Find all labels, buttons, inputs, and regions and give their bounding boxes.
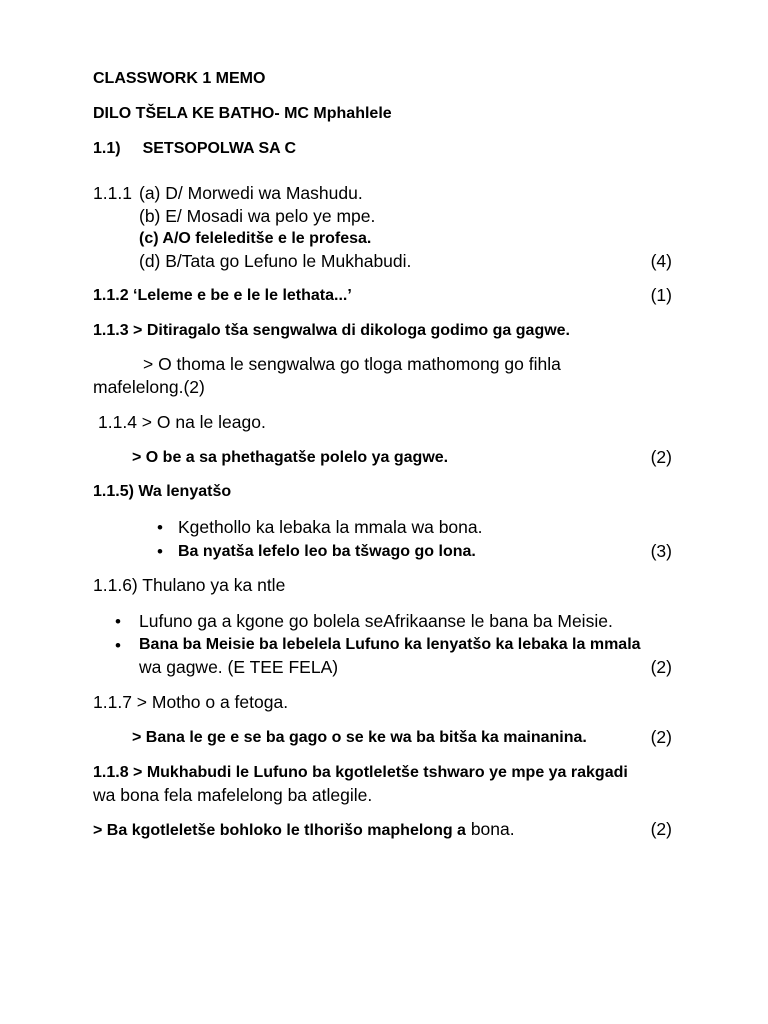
document-subtitle: [93, 106, 392, 122]
marks: (2): [650, 727, 672, 747]
marks: (2): [650, 819, 672, 839]
list-item: Bana ba Meisie ba lebelela Lufuno ka lenyatšo ka lebaka la mmala: [139, 636, 641, 653]
answer-b: (b) E/ Mosadi wa pelo ye mpe.: [139, 206, 376, 226]
list-item: Lufuno ga a kgone go bolela seAfrikaanse le bana ba Meisie.: [139, 611, 613, 631]
section-heading: [93, 141, 296, 157]
answer-c: (c) A/O feleleditše e le profesa.: [139, 230, 372, 247]
marks: (4): [650, 251, 672, 271]
list-item: Kgethollo ka lebaka la mmala wa bona.: [178, 517, 483, 537]
marks: (3): [650, 541, 672, 561]
list-item: Ba nyatša lefelo leo ba tšwago go lona.: [178, 543, 476, 560]
question-number: 1.1.1: [93, 183, 132, 203]
list-item-continuation: wa gagwe. (E TEE FELA): [139, 657, 339, 677]
answer-line: > O thoma le sengwalwa go tloga mathomong go fihla: [143, 354, 561, 374]
question-text: 1.1.2 ‘Leleme e be e le le lethata...’: [93, 287, 352, 304]
question-heading: 1.1.6) Thulano ya ka ntle: [93, 575, 286, 595]
answer-line: > Bana le ge e se ba gago o se ke wa ba bitša ka mainanina.: [132, 729, 587, 746]
answer-line: 1.1.4 > O na le leago.: [98, 412, 266, 432]
subtitle-bold: DILO TŠELA KE BATHO: [93, 105, 275, 122]
answer-line: 1.1.8 > Mukhabudi le Lufuno ba kgotleletše tshwaro ye mpe ya rakgadi: [93, 764, 628, 781]
bullet-point: •: [115, 636, 121, 655]
answer-line: wa bona fela mafelelong ba atlegile.: [93, 785, 373, 805]
answer-line: > O be a sa phethagatše polelo ya gagwe.: [132, 449, 449, 466]
question-heading: 1.1.5) Wa lenyatšo: [93, 483, 232, 500]
answer-line: 1.1.3 > Ditiragalo tša sengwalwa di dikologa godimo ga gagwe.: [93, 322, 570, 339]
document-title: CLASSWORK 1 MEMO: [93, 70, 266, 87]
answer-line-end: bona.: [465, 819, 515, 839]
answer-line: 1.1.7 > Motho o a fetoga.: [93, 692, 289, 712]
bullet-point: •: [157, 518, 163, 537]
marks: (1): [650, 285, 672, 305]
marks: (2): [650, 657, 672, 677]
bullet-point: •: [115, 612, 121, 631]
section-number: 1.1): [93, 140, 121, 157]
marks: (2): [650, 447, 672, 467]
answer-a: (a) D/ Morwedi wa Mashudu.: [139, 183, 363, 203]
bullet-point: •: [157, 542, 163, 561]
section-label: SETSOPOLWA SA C: [142, 140, 297, 157]
answer-d: (d) B/Tata go Lefuno le Mukhabudi.: [139, 251, 412, 271]
subtitle-author: - MC Mphahlele: [274, 105, 392, 122]
answer-line-bold: > Ba kgotleletše bohloko le tlhorišo maphelong a: [93, 822, 466, 839]
answer-line: [93, 821, 515, 839]
answer-line: mafelelong.(2): [93, 377, 205, 397]
